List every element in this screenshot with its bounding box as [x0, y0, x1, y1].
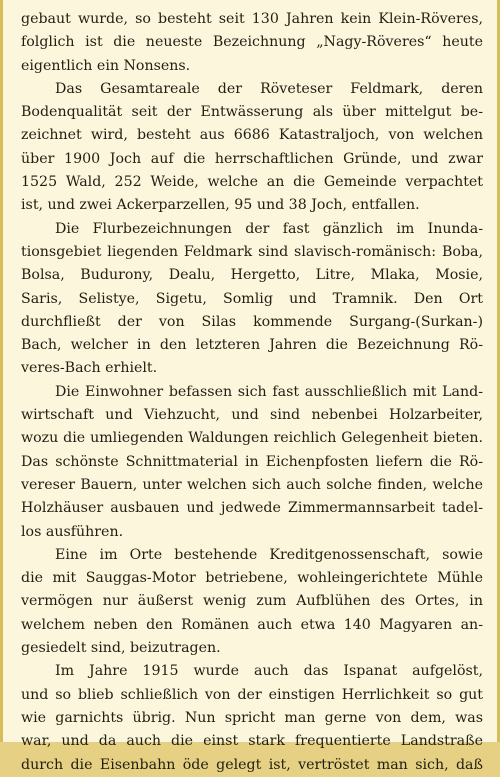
text-line: eigentlich ein Nonsens. [21, 57, 191, 74]
text-line: gesiedelt sind, beizutragen. [21, 640, 221, 657]
text-line: durch die Eisenbahn öde gelegt ist, vertröstet man sich, daß [21, 756, 483, 773]
text-line: vermögen nur äußerst wenig zum Aufblühen des Ortes, in [21, 593, 483, 610]
text-line: Die Einwohner befassen sich fast ausschließlich mit Land- [55, 383, 483, 400]
paragraph [21, 381, 483, 544]
paragraph [21, 660, 483, 776]
text-line: tionsgebiet liegenden Feldmark sind slavisch-romänisch: Boba, [21, 243, 483, 260]
paragraph [21, 78, 483, 218]
text-line: ist, und zwei Ackerparzellen, 95 und 38 Joch, entfallen. [21, 197, 420, 214]
text-line: Im Jahre 1915 wurde auch das Ispanat aufgelöst, [55, 663, 483, 680]
text-line: 1525 Wald, 252 Weide, welche an die Gemeinde verpachtet [21, 174, 483, 191]
text-line: über 1900 Joch auf die herrschaftlichen Gründe, und zwar [21, 150, 483, 167]
text-line: und so blieb schließlich von der einstigen Herrlichkeit so gut [21, 686, 483, 703]
text-line: welchem neben den Romänen auch etwa 140 Magyaren an- [21, 616, 483, 633]
body-text [21, 0, 483, 777]
text-line: Die Flurbezeichnungen der fast gänzlich im Inunda- [55, 220, 483, 237]
text-line: war, und da auch die einst stark frequentierte Landstraße [21, 733, 483, 750]
text-line: wie garnichts übrig. Nun spricht man gerne von dem, was [21, 709, 483, 726]
text-line: Bolsa, Budurony, Dealu, Hergetto, Litre, Mlaka, Mosie, [21, 267, 483, 284]
text-line: Saris, Selistye, Sigetu, Somlig und Tramnik. Den Ort [21, 290, 483, 307]
text-line: vereser Bauern, unter welchen sich auch solche finden, welche [21, 476, 483, 493]
text-line: Eine im Orte bestehende Kreditgenossenschaft, sowie [55, 546, 483, 563]
text-line: wozu die umliegenden Waldungen reichlich Gelegenheit bieten. [21, 430, 483, 447]
paragraph [21, 8, 483, 78]
text-line: Bodenqualität seit der Entwässerung als über mittelgut be- [21, 104, 483, 121]
text-line: Bach, welcher in den letzteren Jahren die Bezeichnung Rö- [21, 337, 483, 354]
text-line: folglich ist die neueste Bezeichnung „Nagy-Röveres“ heute [21, 34, 483, 51]
text-line: wirtschaft und Viehzucht, und sind nebenbei Holzarbeiter, [21, 407, 483, 424]
text-line: los ausführen. [21, 523, 124, 540]
text-line: durchfließt der von Silas kommende Surgang-(Surkan-) [21, 313, 483, 330]
text-line: zeichnet wird, besteht aus 6686 Katastraljoch, von welchen [21, 127, 483, 144]
text-line: veres-Bach erhielt. [21, 360, 158, 377]
text-line: die mit Sauggas-Motor betriebene, wohleingerichtete Mühle [21, 570, 483, 587]
text-line: gebaut wurde, so besteht seit 130 Jahren kein Klein-Röveres, [21, 11, 483, 27]
paragraph [21, 218, 483, 381]
text-line: Holzhäuser ausbauen und jedwede Zimmermannsarbeit tadel- [21, 500, 483, 517]
paragraph [21, 544, 483, 660]
text-line: Das Gesamtareale der Röveteser Feldmark, deren [55, 80, 483, 97]
text-line: Das schönste Schnittmaterial in Eichenpfosten liefern die Rö- [21, 453, 483, 470]
